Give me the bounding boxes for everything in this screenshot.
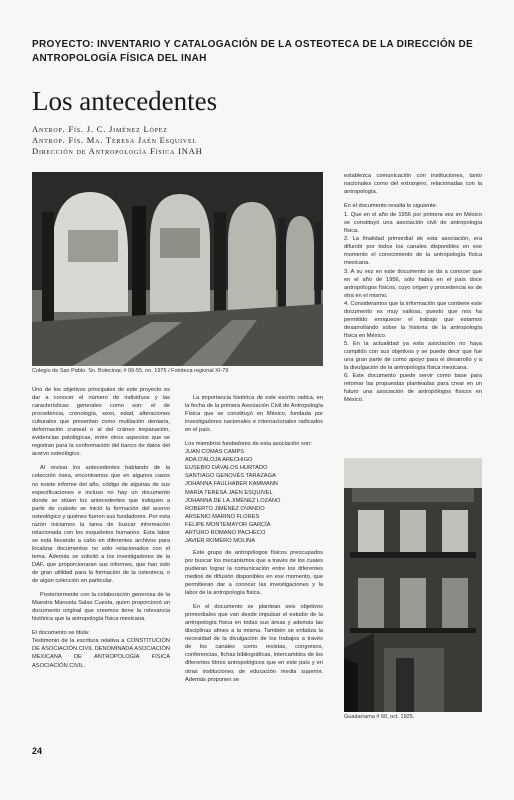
- list-item: SANTIAGO GENOVÉS TARAZAGA: [185, 473, 276, 480]
- department: Dirección de Antropología Física INAH: [32, 146, 203, 156]
- list-item: 6. Este documento puede servir como base para retomar las propuestas planteadas para crear en un futuro una asociación de antropólogos físicos en México.: [344, 373, 482, 404]
- photo-caption-top: Colegio de San Pablo. Sn. Bolecinac # 06-55, no. 1975 / Fototeca regional XI-79: [32, 368, 229, 374]
- list-item: ARTURO ROMANO PACHECO: [185, 529, 266, 536]
- list-item: 4. Consideramos que la información que contiene este documento es muy valiosa, puesto que nos ha permitido enriquecer el trabajo que estamos desarrollando sobre la historia de la antropología física en México.: [344, 300, 482, 339]
- members-intro: Los miembros fundadores de esta asociación son:: [185, 441, 312, 448]
- document-title-text: Testimonio de la escritura relativa a CONSTITUCIÓN DE ASOCIACIÓN CIVIL DENOMINADA ASOCIACIÓN MEXICANA DE ANTROPOLOGÍA FÍSICA ASOCIACIÓN CIVIL.: [32, 638, 170, 669]
- list-item: ADA D'ALOJA ARECHIGO: [185, 457, 253, 464]
- project-heading: PROYECTO: INVENTARIO Y CATALOGACIÓN DE LA OSTEOTECA DE LA DIRECCIÓN DE ANTROPOLOGÍA FÍSICA DEL INAH: [32, 39, 474, 64]
- column-2: [185, 394, 323, 690]
- page-number: 24: [32, 746, 43, 756]
- col1-paragraph-2: Al revisar los antecedentes hablando de la colección ósea, encontramos que en algunos casos no existe informe del año, código de algunas de sus especificaciones e incluso no hay un documento donde se sitúen los antecedentes que indiquen a partir de cuándo se inició la formación del acervo osteológico y quiénes fueron sus fundadores. Por esta razón iniciamos la tarea de buscar información relacionada con los esqueletos humanos. Esta labor se está llevando a cabo en diferentes archivos para localizar documentos no sólo relacionados con el tema. Además se solicitó a los investigadores de la DAF, que proporcionaran sus informes, que han sido de gran utilidad para la formación de la osteoteca, o de algún colección en particular.: [32, 465, 170, 585]
- list-item: 5. En la actualidad ya esta asociación no haya cumplido con sus objetivos y se puede decir que fue una gran parte de como apoyo para el desarrollo y a la divulgación de la antropología física mexicana.: [344, 340, 482, 372]
- colonial-building-photo: [344, 458, 482, 712]
- column-3: [344, 172, 482, 404]
- col2-paragraph-3: En el documento se plantean seis objetivos primordiales que van desde impulsar el estudio de la antropología física en todas sus áreas y además las disciplinas afines a la misma. También se enfatiza la necesidad de la divulgación de los trabajos a través de los canales como revistas, congresos, conferencias, fichas bibliográficas, intercambios de los diferentes libros antropológicos que en este país y en otras instituciones de educación media superior. Además proponen se: [185, 604, 323, 683]
- col3-paragraph-1: establezca comunicación con instituciones, tanto nacionales como del extranjero, relacionadas con la antropología.: [344, 173, 482, 196]
- photo-caption-bottom: Guadarrama # 60, oct. 1925.: [344, 714, 415, 720]
- list-item: JUAN COMAS CAMPS: [185, 449, 245, 456]
- author-1: Antrop. Fís. J. C. Jiménez López: [32, 124, 168, 134]
- col2-paragraph-2: Este grupo de antropólogos físicos preocupados por buscar los mecanismos que a través de los cuales pudieran lograr la comunicación entre los diferentes medios de difusión disponibles en ese momento, que permitieran dar a conocer las investigaciones y la labor de la antropología física.: [185, 549, 323, 597]
- founding-members-list: [185, 448, 323, 545]
- list-item: ROBERTO JIMÉNEZ OVANDO: [185, 505, 265, 512]
- list-item: EUSEBIO DÁVALOS HURTADO: [185, 465, 268, 472]
- author-block: [32, 124, 322, 157]
- highlights-list: [344, 211, 482, 404]
- document-title-label: El documento se titula:: [32, 630, 90, 637]
- column-1: [32, 386, 170, 676]
- author-2: Antrop. Fís. Ma. Teresa Jaén Esquivel: [32, 135, 197, 145]
- list-item: MARÍA TERESA JAÉN ESQUIVEL: [185, 489, 273, 496]
- col3-intro: En el documento resalta lo siguiente:: [344, 203, 438, 210]
- list-item: 3. A su vez en este documento se da a conocer que en el año de 1956, sólo había en el país doce antropólogos físicos, cuyo origen y procedencia es de otra en el mismo.: [344, 268, 482, 299]
- list-item: JOHANNA FAULHABER KAMMANN: [185, 481, 278, 488]
- courtyard-arcade-photo: [32, 172, 323, 366]
- list-item: JAVIER ROMERO MOLINA: [185, 537, 256, 544]
- list-item: 1. Que en el año de 1956 por primera vez en México se constituyó una asociación civil de antropología física.: [344, 212, 482, 235]
- article-title: Los antecedentes: [32, 86, 218, 116]
- list-item: FELIPE MONTEMAYOR GARCÍA: [185, 521, 271, 528]
- col2-paragraph-1: La importancia histórica de este escrito radica, en la fecha de la primera Asociación Civil de Antropología Física que se constituyó en México, fundada por investigadores nacionales e internacionales radicados en el país.: [185, 395, 323, 434]
- list-item: ARSENIO MARINO FLORES: [185, 513, 260, 520]
- col1-paragraph-1: Uno de los objetivos principales de este proyecto es dar a conocer el número de individuos y las características generales como son: el de procedencia, cronología, sexo, edad, alteraciones culturales que presentan como mutilación dentaria, deformación craneal o al del cráneo trepanación, evidencias patológicas, entre otros aspectos que se registran para la conformación del banco de datos del acervo osteológico.: [32, 387, 170, 458]
- list-item: 2. La finalidad primordial de esta asociación, era difundir por todos los canales disponibles en ese momento el conocimiento de la antropología física mexicana.: [344, 236, 482, 267]
- col1-paragraph-3: Posteriormente con la colaboración generosa de la Maestra Manuela Salas Cuesta, quien proporcionó un documento original que creemos tiene la relevancia histórica que la antropología física mexicana.: [32, 592, 170, 623]
- list-item: JOHANNA DE LA JIMÉNEZ LOZANO: [185, 497, 281, 504]
